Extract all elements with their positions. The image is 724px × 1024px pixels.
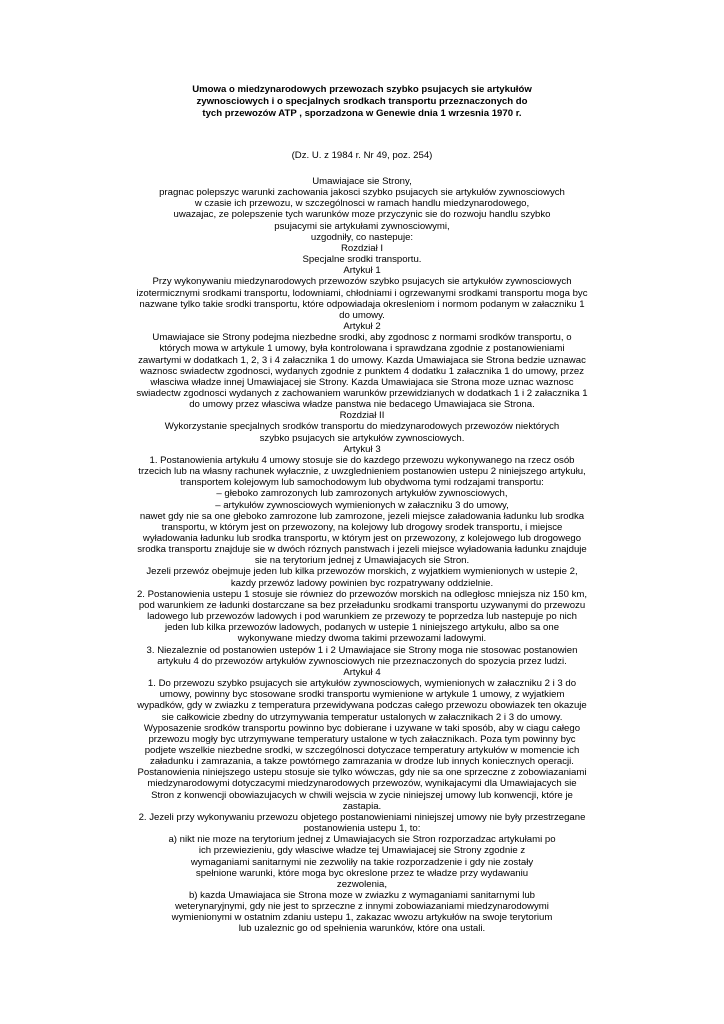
text-line: wyładowania ładunku lub srodka transportu, w którym jest on przewozony, z kolejowego lub drogowego [142, 533, 582, 544]
text-line: lub uzaleznic go od spełnienia warunków, które ona ustali. [238, 923, 486, 935]
text-line: nazwane tylko takie srodki transportu, które odpowiadaja okresleniom i normom podanym w załaczniku 1 [139, 298, 585, 310]
text-line: – głeboko zamrozonych lub zamrozonych artykułów zywnosciowych, [216, 488, 508, 500]
text-line: pragnac polepszyc warunki zachowania jakosci szybko psujacych sie artykułów zywnosciowych [159, 187, 565, 199]
text-line: wykonywane miedzy dwoma takimi przewozami ladowymi. [237, 633, 487, 645]
text-line: Umawiajace sie Strony, [312, 176, 412, 187]
text-line: Rozdział II [339, 410, 385, 422]
text-line: – artykułów zywnosciowych wymienionych w załaczniku 3 do umowy, [215, 499, 509, 511]
text-line: artykułu 4 do przewozów artykułów zywnosciowych nie przeznaczonych do spozycia przez ludzi. [157, 655, 567, 667]
text-line: Wykorzystanie specjalnych srodków transportu do miedzynarodowych przewozów niektórych [164, 421, 560, 433]
text-line: Specjalne srodki transportu. [302, 254, 422, 266]
text-line: Artykuł 3 [343, 443, 381, 455]
text-line: uwazajac, ze polepszenie tych warunków moze przyczynic sie do rozwoju handlu szybko [173, 209, 551, 221]
text-line: sie całkowicie zbedny do utrzymywania temperatur ustalonych w załacznikach 2 i 3 do umowy. [161, 711, 563, 723]
text-line: Rozdział I [340, 242, 384, 254]
text-line: Postanowienia niniejszego ustepu stosuje sie tylko wówczas, gdy nie sa one sprzeczne z zobowiazaniami [137, 767, 587, 779]
text-line: trzecich lub na własny rachunek wyłacznie, z uwzglednieniem postanowien ustepu 2 niniejszego artykułu, [138, 466, 586, 478]
title-line: Umowa o miedzynarodowych przewozach szybko psujacych sie artykułów [192, 84, 532, 95]
text-line: kazdy przewóz ladowy powinien byc rozpatrywany oddzielnie. [230, 577, 494, 589]
text-line: postanowienia ustepu 1, to: [303, 823, 421, 835]
text-line: Artykuł 2 [343, 321, 381, 333]
text-line: Stron z konwencji obowiazujacych w chwili wejscia w zycie niniejszej umowy lub konwencji, które je [151, 789, 573, 801]
text-line: załadunku i zamrazania, a takze powtórnego zamrazania w drodze lub innych koniecznych operacji. [150, 756, 574, 768]
document-body [96, 176, 628, 935]
text-line: umowy, powinny byc stosowane srodki transportu wymienione w artykule 1 umowy, z wyjatkiem [159, 689, 565, 701]
text-line: 2. Postanowienia ustepu 1 stosuje sie równiez do przewozów morskich na odległosc mniejsza niz 150 km, [136, 588, 588, 600]
text-line: pod warunkiem ze ładunki dostarczane sa bez przeładunku srodkami transportu uzywanymi do przewozu [138, 599, 586, 611]
text-line: wypadków, gdy w zwiazku z temperatura przewidywana podczas całego przewozu obowiazek ten okazuje [137, 700, 587, 712]
text-line: izotermicznymi srodkami transportu, lodowniami, chłodniami i ogrzewanymi srodkami transportu moga byc [136, 287, 588, 299]
title-line: tych przewozów ATP , sporzadzona w Genewie dnia 1 wrzesnia 1970 r. [202, 108, 522, 119]
text-line: 2. Jezeli przy wykonywaniu przewozu objetego postanowieniami niniejszej umowy nie były przestrzegane [138, 811, 586, 823]
text-line: 1. Do przewozu szybko psujacych sie artykułów zywnosciowych, wymienionych w załaczniku 2 i 3 do [147, 678, 577, 690]
text-line: Wyposazenie srodków transportu powinno byc dobierane i uzywane w taki sposób, aby w ciagu całego [143, 722, 581, 734]
text-line: psujacymi sie artykułami zywnosciowymi, [274, 220, 450, 232]
text-line: zastapia. [342, 800, 382, 812]
journal-reference: (Dz. U. z 1984 r. Nr 49, poz. 254) [291, 150, 433, 161]
text-line: nawet gdy nie sa one głeboko zamrozone lub zamrozone, jezeli miejsce załadowania ładunku lub srodka [139, 510, 585, 522]
text-line: do umowy przez własciwa władze panstwa nie bedacego Umawiajaca sie Strona. [189, 399, 535, 411]
text-line: waznosc swiadectw zgodnosci, wydanych zgodnie z punktem 4 dodatku 1 załacznika 1 do umowy, przez [139, 365, 585, 377]
text-line: 1. Postanowienia artykułu 4 umowy stosuje sie do kazdego przewozu wykonywanego na rzecz osób [149, 454, 575, 466]
text-line: miedzynarodowymi dotyczacymi miedzynarodowych przewozów, wynikajacymi dla Umawiajacych sie [147, 778, 577, 790]
text-line: 3. Niezaleznie od postanowien ustepów 1 i 2 Umawiajace sie Strony moga nie stosowac postanowien [146, 644, 578, 656]
text-line: podjete wszelkie niezbedne srodki, w szczególnosci dotyczace temperatury artykułów w momencie ich [144, 744, 580, 756]
text-line: Artykuł 4 [343, 666, 381, 678]
text-line: przewozu mogły byc utrzymywane temperatury ustalone w tych załacznikach. Poza tym powinny byc [148, 733, 576, 745]
text-line: których mowa w artykule 1 umowy, była kontrolowana i sprawdzana zgodnie z postanowieniami [159, 343, 565, 355]
text-line: wymaganiami sanitarnymi nie zezwoliły na takie rozporzadzenie i gdy nie zostały [190, 856, 534, 868]
text-line: Artykuł 1 [343, 265, 381, 277]
text-line: zawartymi w dodatkach 1, 2, 3 i 4 załacznika 1 do umowy. Kazda Umawiajaca sie Strona bedzie uznawac [138, 354, 586, 366]
text-line: uzgodniły, co nastepuje: [310, 231, 414, 243]
text-line: weterynaryjnymi, gdy nie jest to sprzeczne z innymi zobowiazaniami miedzynarodowymi [175, 901, 549, 913]
text-line: własciwa władze innej Umawiajacej sie Strony. Kazda Umawiajaca sie Strona moze uznac waznosc [150, 376, 574, 388]
text-line: sie na terytorium jednej z Umawiajacych sie Stron. [254, 555, 470, 567]
title-line: zywnosciowych i o specjalnych srodkach transportu przeznaczonych do [196, 96, 528, 107]
text-line: Jezeli przewóz obejmuje jeden lub kilka przewozów morskich, z wyjatkiem wymienionych w ustepie 2, [146, 566, 578, 578]
text-line: wymienionymi w ostatnim zdaniu ustepu 1, zakazac wwozu artykułów na swoje terytorium [171, 912, 553, 924]
text-line: ladowego lub przewozów ladowych i pod warunkiem ze przewozy te poprzedza lub nastepuje po nich [147, 611, 577, 623]
text-line: ich przewiezieniu, gdy własciwe władze tej Umawiajacej sie Strony zgodnie z [198, 845, 526, 857]
text-line: Umawiajace sie Strony podejma niezbedne srodki, aby zgodnosc z normami srodków transportu, o [152, 332, 572, 344]
text-line: jeden lub kilka przewozów ladowych, podanych w ustepie 1 niniejszego artykułu, albo sa one [164, 622, 560, 634]
text-line: transportu, w którym jest on przewozony, na kolejowy lub drogowy srodek transportu, i miejsce [161, 521, 563, 533]
document-title [100, 84, 624, 120]
text-line: zezwolenia, [336, 878, 388, 890]
text-line: szybko psujacych sie artykułów zywnosciowych. [259, 432, 465, 444]
text-line: a) nikt nie moze na terytorium jednej z Umawiajacych sie Stron rozporzadzac artykułami po [168, 834, 556, 846]
text-line: transportem kolejowym lub samochodowym lub obydwoma tymi rodzajami transportu: [180, 477, 544, 489]
text-line: w czasie ich przewozu, w szczególnosci w ramach handlu miedzynarodowego, [194, 198, 530, 210]
text-line: do umowy. [339, 309, 385, 321]
text-line: Przy wykonywaniu miedzynarodowych przewozów szybko psujacych sie artykułów zywnosciowych [152, 276, 572, 288]
text-line: b) kazda Umawiajaca sie Strona moze w zwiazku z wymaganiami sanitarnymi lub [188, 890, 536, 901]
text-line: spełnione warunki, które moga byc okreslone przez te władze przy wydawaniu [195, 867, 529, 879]
text-line: srodka transportu znajduje sie w dwóch róznych panstwach i jezeli miejsce wyładowania ładunku znajduje [137, 544, 587, 556]
text-line: swiadectw zgodnosci wydanych z zachowaniem warunków przewidzianych w dodatkach 1 i 2 załacznika 1 [136, 387, 588, 399]
